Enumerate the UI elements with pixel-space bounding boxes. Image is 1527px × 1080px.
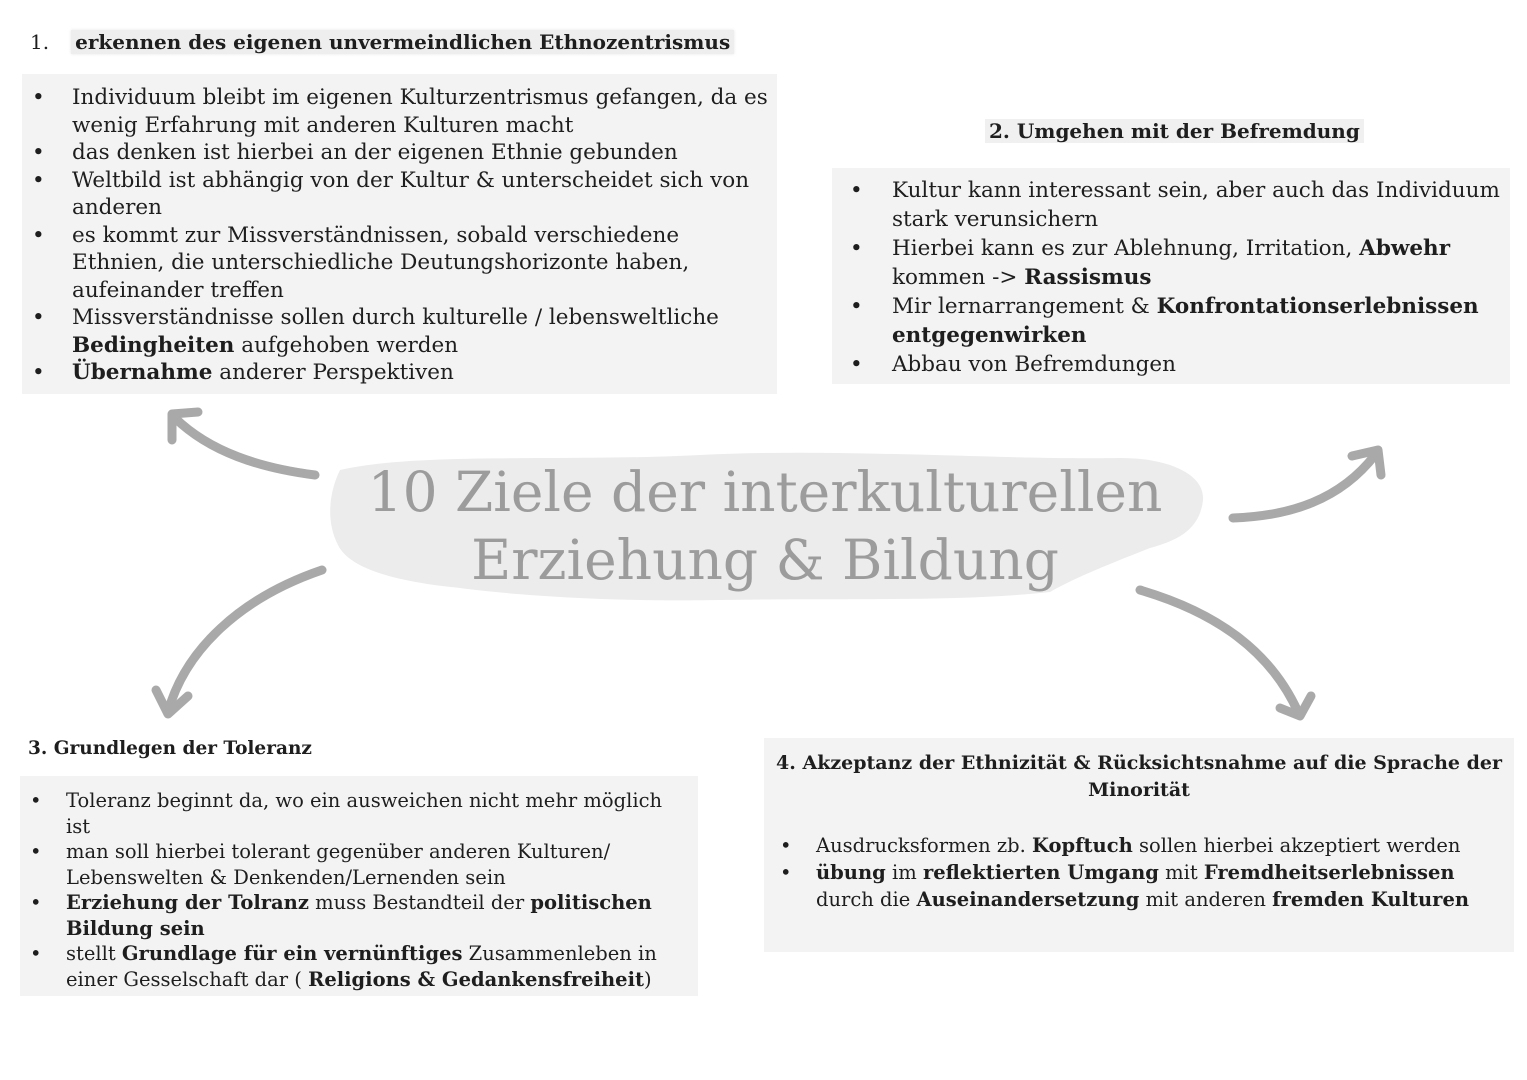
section1-number: 1.	[30, 30, 50, 54]
bullet-text: Kultur kann interessant sein, aber auch das Individuum stark verunsichern	[892, 178, 1500, 232]
central-title-line2: Erziehung & Bildung	[471, 528, 1059, 592]
section2-heading: 2. Umgehen mit der Befremdung	[985, 119, 1364, 143]
bullet-text: anderer Perspektiven	[212, 360, 454, 385]
section3-heading: 3. Grundlegen der Toleranz	[28, 738, 312, 759]
bullet-text: Hierbei kann es zur Ablehnung, Irritation,	[892, 236, 1360, 261]
bullet-text: Ausdrucksformen zb.	[816, 834, 1032, 857]
bullet-text-bold: Kopftuch	[1031, 834, 1133, 857]
bullet-text: stellt	[66, 942, 122, 965]
arrow-to-section1	[175, 418, 315, 475]
bullet-text: im	[885, 861, 923, 884]
bullet-text: Individuum bleibt im eigenen Kulturzentrismus gefangen, da es wenig Erfahrung mit anderen Kulturen macht	[72, 85, 768, 138]
bullet-text-bold: übung	[816, 861, 886, 884]
bullet-text-bold: Abwehr	[1359, 236, 1451, 261]
bullet-text: muss Bestandteil der	[308, 891, 531, 914]
bullet-text: kommen ->	[892, 265, 1025, 290]
bullet-text-bold: Fremdheitserlebnissen	[1203, 861, 1455, 884]
bullet-text: durch die	[816, 888, 917, 911]
bullet-text: Mir lernarrangement &	[892, 294, 1157, 319]
arrow-to-section3	[168, 570, 322, 712]
bullet-text-bold: Rassismus	[1024, 265, 1152, 290]
bullet-text-bold: Übernahme	[72, 360, 213, 385]
bullet-text: sollen hierbei akzeptiert werden	[1132, 834, 1461, 857]
bullet-text: Zusammenleben in einer Gesselschaft dar (	[66, 942, 657, 991]
bullet-text: aufgehoben werden	[234, 332, 459, 358]
bullet-text: Toleranz beginnt da, wo ein ausweichen nicht mehr möglich ist	[66, 789, 663, 838]
section1-heading-text: erkennen des eigenen unvermeindlichen Ethnozentrismus	[71, 30, 734, 54]
bullet-text-bold: fremden Kulturen	[1272, 888, 1470, 911]
bullet-text: Abbau von Befremdungen	[892, 352, 1176, 377]
bullet-text-bold: Grundlage für ein vernünftiges	[121, 942, 463, 965]
bullet-text: das denken ist hierbei an der eigenen Ethnie gebunden	[72, 140, 678, 165]
arrow-to-section4	[1140, 590, 1298, 712]
bullet-text: )	[643, 967, 652, 991]
central-title	[320, 458, 1210, 598]
section4-heading: 4. Akzeptanz der Ethnizität & Rücksichtsnahme auf die Sprache der Minorität	[776, 752, 1502, 801]
central-title-line1: 10 Ziele der interkulturellen	[367, 460, 1163, 524]
bullet-text-bold: Auseinandersetzung	[916, 888, 1140, 911]
bullet-text: Missverständnisse sollen durch kulturelle / lebensweltliche	[72, 305, 719, 330]
bullet-text: mit anderen	[1139, 888, 1273, 911]
bullet-text: mit	[1158, 861, 1204, 884]
bullet-text-bold: Religions & Gedankensfreiheit	[308, 967, 644, 991]
bullet-text-bold: politischen Bildung sein	[66, 891, 652, 940]
bullet-text: es kommt zur Missverständnissen, sobald verschiedene Ethnien, die unterschiedliche Deutungshorizonte haben, aufeinander treffen	[72, 222, 690, 303]
bullet-text-bold: Bedingheiten	[72, 332, 235, 358]
bullet-text-bold: reflektierten Umgang	[922, 861, 1159, 884]
bullet-text: man soll hierbei tolerant gegenüber anderen Kulturen/ Lebenswelten & Denkenden/Lernenden sein	[66, 840, 611, 889]
bullet-text-bold: Erziehung der Tolranz	[66, 891, 309, 914]
bullet-text-bold: Konfrontationserlebnissen entgegenwirken	[892, 294, 1479, 348]
arrow-to-section2	[1233, 455, 1375, 518]
bullet-text: Weltbild ist abhängig von der Kultur & unterscheidet sich von anderen	[72, 167, 750, 220]
